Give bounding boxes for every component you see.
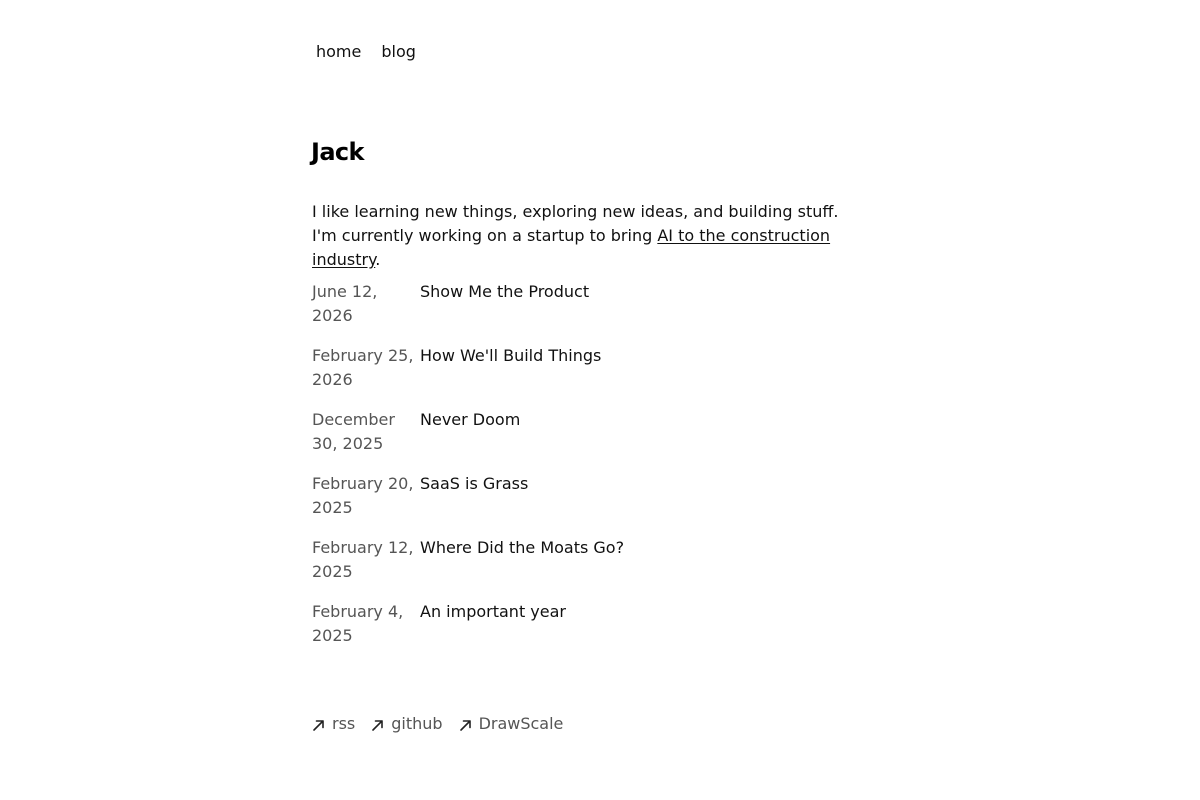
external-arrow-icon — [459, 718, 473, 732]
nav-home-link[interactable]: home — [316, 42, 362, 61]
post-item — [312, 536, 872, 600]
post-title-link[interactable]: Never Doom — [420, 410, 521, 429]
post-date: December 30, 2025 — [312, 410, 395, 453]
bio-text: I like learning new things, exploring new ideas, and building stuff. I'm currently working on a startup to bring — [312, 202, 839, 245]
page-title: Jack — [311, 138, 364, 166]
post-date: February 4, 2025 — [312, 602, 404, 645]
top-nav — [306, 40, 426, 64]
post-date: June 12, 2026 — [312, 282, 378, 325]
post-item — [312, 472, 872, 536]
post-title-link[interactable]: How We'll Build Things — [420, 346, 602, 365]
post-date: February 20, 2025 — [312, 474, 414, 517]
post-title-link[interactable]: An important year — [420, 602, 566, 621]
nav-blog-link[interactable]: blog — [381, 42, 416, 61]
post-title-link[interactable]: Where Did the Moats Go? — [420, 538, 625, 557]
external-arrow-icon — [312, 718, 326, 732]
github-link[interactable] — [371, 712, 442, 736]
post-date: February 12, 2025 — [312, 538, 414, 581]
bio-suffix: . — [375, 250, 381, 269]
post-item — [312, 600, 872, 664]
external-arrow-icon — [371, 718, 385, 732]
post-item — [312, 344, 872, 408]
rss-link-label: rss — [332, 714, 356, 733]
rss-link[interactable] — [312, 712, 355, 736]
post-title-link[interactable]: Show Me the Product — [420, 282, 590, 301]
post-date: February 25, 2026 — [312, 346, 414, 389]
post-item — [312, 280, 872, 344]
github-link-label: github — [391, 714, 443, 733]
post-title-link[interactable]: SaaS is Grass — [420, 474, 529, 493]
post-item — [312, 408, 872, 472]
bio-startup-link[interactable]: AI to the construction industry — [312, 226, 831, 269]
footer-links — [312, 712, 579, 736]
bio-paragraph — [312, 200, 864, 272]
drawscale-link[interactable] — [459, 712, 564, 736]
drawscale-link-label: DrawScale — [478, 714, 564, 733]
post-list — [312, 280, 872, 664]
